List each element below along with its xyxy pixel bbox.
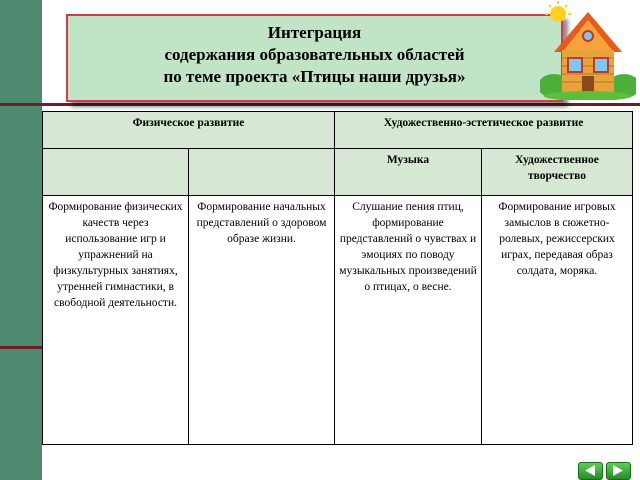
header-artistic: Художественно-эстетическое развитие [335, 112, 633, 149]
cell-music: Слушание пения птиц, формирование представлений о чувствах и эмоциях по поводу музыкальных произведений о птицах, о весне. [335, 196, 482, 445]
arrow-right-icon [612, 465, 624, 476]
subheader-creativity: Художественное творчество [482, 149, 633, 196]
title-box [66, 14, 563, 102]
cell-creativity: Формирование игровых замыслов в сюжетно-ролевых, режиссерских играх, передавая образ солдата, моряка. [482, 196, 633, 445]
subheader-music: Музыка [335, 149, 482, 196]
left-sidebar-bar [0, 0, 42, 480]
next-slide-button[interactable] [606, 462, 631, 480]
sidebar-marker [0, 346, 42, 349]
arrow-left-icon [584, 465, 596, 476]
title-line-3: по теме проекта «Птицы наши друзья» [163, 67, 466, 86]
subheader-empty-2 [189, 149, 335, 196]
subheader-empty-1 [43, 149, 189, 196]
table-header-row [43, 112, 633, 149]
table-subheader-row [43, 149, 633, 196]
table-row [43, 196, 633, 445]
cell-physical-qualities: Формирование физических качеств через использование игр и упражнений на физкультурных занятиях, утренней гимнастики, в свободной деятельности. [43, 196, 189, 445]
title-line-1: Интеграция [267, 23, 362, 42]
divider-line [0, 103, 640, 106]
cell-healthy-lifestyle: Формирование начальных представлений о здоровом образе жизни. [189, 196, 335, 445]
prev-slide-button[interactable] [578, 462, 603, 480]
house-icon [540, 0, 636, 100]
title-line-2: содержания образовательных областей [164, 45, 465, 64]
header-physical: Физическое развитие [43, 112, 335, 149]
integration-table [42, 111, 633, 445]
